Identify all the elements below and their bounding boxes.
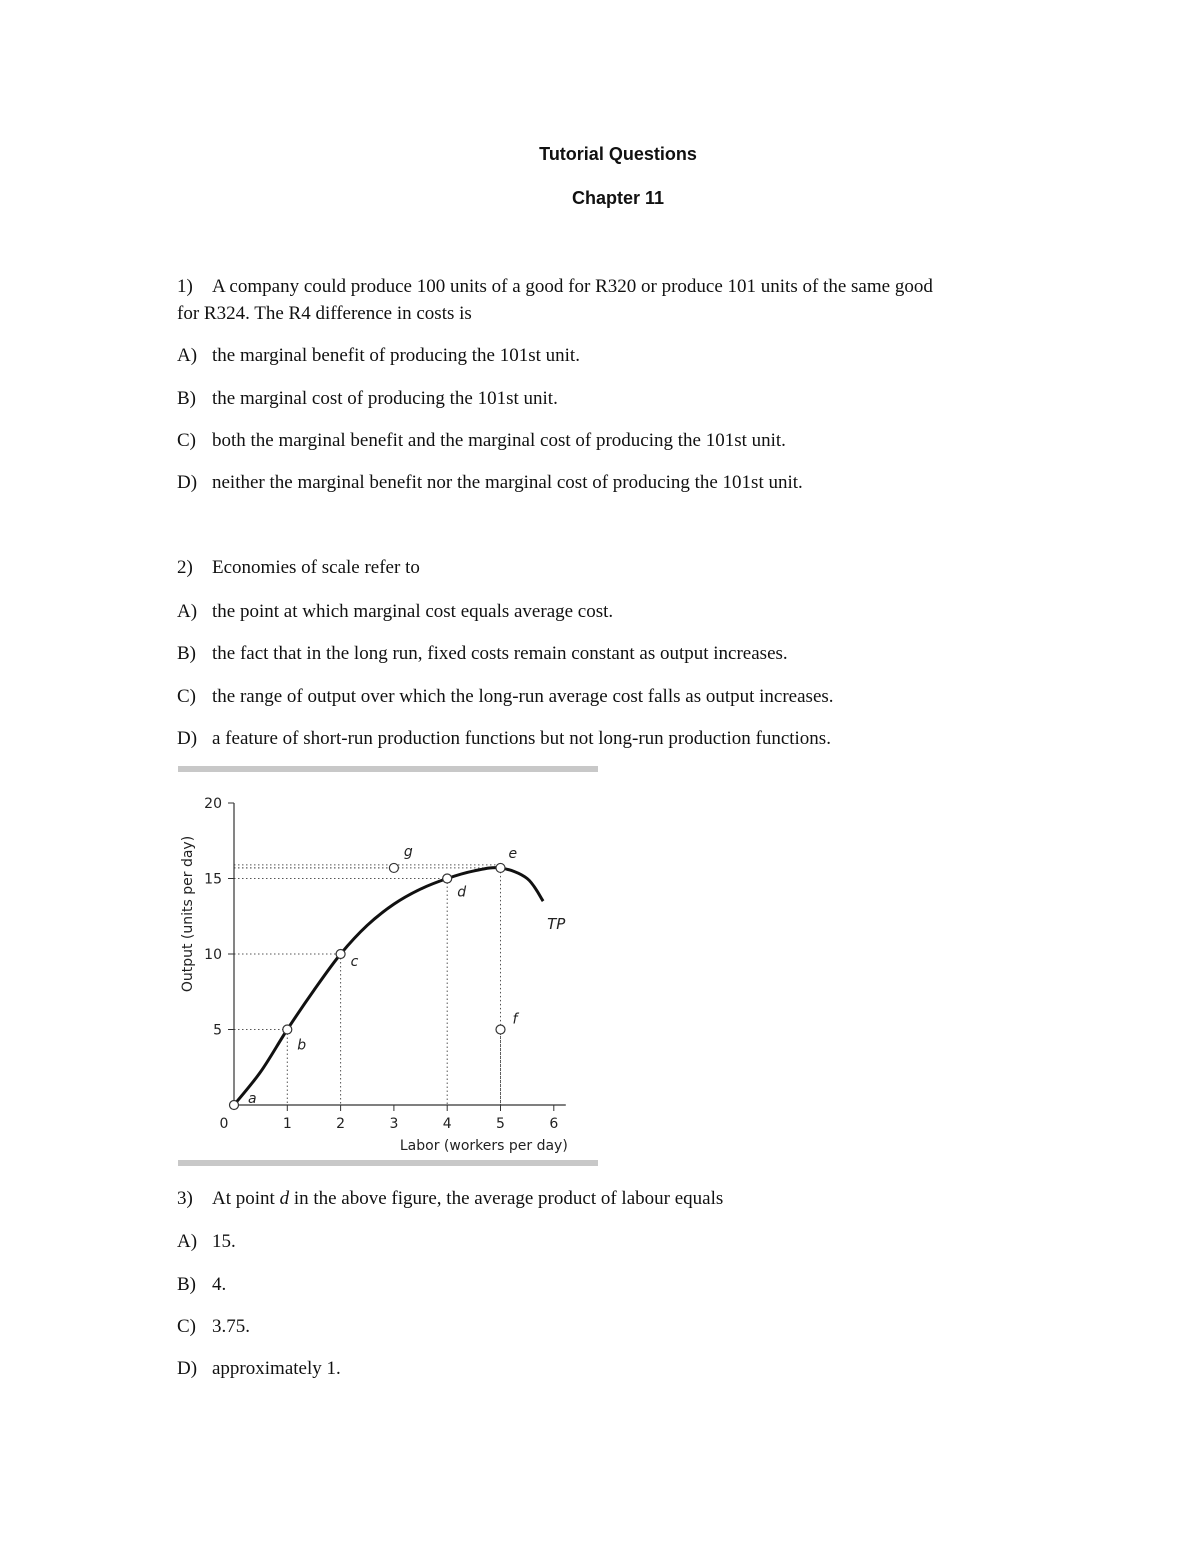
x-tick-label: 1 xyxy=(282,1116,292,1132)
option-a xyxy=(177,345,580,367)
option-label: B) xyxy=(177,643,196,664)
point-c xyxy=(336,950,345,959)
y-tick-label: 5 xyxy=(213,1022,222,1039)
option-label: C) xyxy=(177,1316,196,1337)
total-product-chart xyxy=(170,780,600,1165)
point-label-c: c xyxy=(350,954,359,970)
question-text-after: in the above figure, the average product of labour equals xyxy=(289,1188,724,1209)
x-tick-label: 3 xyxy=(389,1116,399,1132)
point-label-a: a xyxy=(248,1091,257,1107)
option-d xyxy=(177,1358,341,1380)
page-title: Tutorial Questions xyxy=(539,144,697,164)
option-text: the range of output over which the long-run average cost falls as output increases. xyxy=(212,686,834,707)
question-3 xyxy=(177,1188,723,1210)
option-label: A) xyxy=(177,601,198,622)
option-label: C) xyxy=(177,430,196,451)
x-tick-label: 5 xyxy=(496,1116,505,1132)
option-a xyxy=(177,601,613,623)
point-f xyxy=(496,1025,505,1034)
option-c xyxy=(177,686,834,708)
option-label: C) xyxy=(177,686,196,707)
point-label-b: b xyxy=(297,1037,307,1054)
option-text: 3.75. xyxy=(212,1316,250,1337)
question-1 xyxy=(177,276,933,298)
point-e xyxy=(496,863,505,872)
chapter-heading: Chapter 11 xyxy=(571,188,665,208)
tp-curve xyxy=(234,868,543,1105)
y-tick-label: 15 xyxy=(204,871,222,888)
option-c xyxy=(177,1316,250,1338)
series-label: TP xyxy=(547,915,566,934)
option-text: the marginal cost of producing the 101st unit. xyxy=(212,388,558,409)
option-label: D) xyxy=(177,472,198,493)
question-text-before: At point xyxy=(212,1188,280,1209)
point-reference: d xyxy=(279,1188,290,1209)
question-text: A company could produce 100 units of a good for R320 or produce 101 units of the same good xyxy=(212,276,933,297)
point-g xyxy=(389,863,398,872)
figure-bottom-rule xyxy=(178,1160,598,1166)
option-d xyxy=(177,472,803,494)
question-text: Economies of scale refer to xyxy=(212,557,420,578)
option-text: the point at which marginal cost equals average cost. xyxy=(212,601,614,622)
point-a xyxy=(230,1101,239,1110)
question-1-continued: for R324. The R4 difference in costs is xyxy=(177,303,472,324)
option-text: neither the marginal benefit nor the marginal cost of producing the 101st unit. xyxy=(212,472,803,493)
y-tick-label: 20 xyxy=(204,796,222,812)
point-label-d: d xyxy=(457,884,467,901)
option-a xyxy=(177,1231,236,1253)
option-d xyxy=(177,728,831,750)
option-text: a feature of short-run production functions but not long-run production functions. xyxy=(212,728,831,749)
question-number: 2) xyxy=(177,557,193,578)
option-text: 15. xyxy=(212,1231,236,1252)
point-label-g: g xyxy=(403,843,413,860)
option-text: both the marginal benefit and the marginal cost of producing the 101st unit. xyxy=(212,430,786,451)
point-d xyxy=(443,874,452,883)
question-2 xyxy=(177,557,420,579)
option-text: the fact that in the long run, fixed costs remain constant as output increases. xyxy=(212,643,788,664)
option-label: D) xyxy=(177,1358,198,1379)
y-axis-title: Output (units per day) xyxy=(180,835,196,993)
x-tick-label: 4 xyxy=(442,1116,452,1132)
option-b xyxy=(177,1274,226,1296)
x-tick-label: 2 xyxy=(336,1116,346,1132)
point-label-f: f xyxy=(512,1011,518,1028)
figure-top-rule xyxy=(178,766,598,772)
option-label: D) xyxy=(177,728,198,749)
point-label-e: e xyxy=(508,845,518,862)
question-number: 1) xyxy=(177,276,193,297)
question-number: 3) xyxy=(177,1188,193,1209)
guide-lines xyxy=(234,865,501,1105)
option-b xyxy=(177,388,558,410)
option-text: approximately 1. xyxy=(212,1358,341,1379)
point-b xyxy=(283,1025,292,1034)
x-tick-label: 6 xyxy=(549,1116,559,1132)
option-label: A) xyxy=(177,345,198,366)
option-text: the marginal benefit of producing the 101st unit. xyxy=(212,345,580,366)
x-axis-title: Labor (workers per day) xyxy=(399,1138,568,1154)
option-c xyxy=(177,430,786,452)
option-label: A) xyxy=(177,1231,198,1252)
tp-curve-line xyxy=(234,868,543,1105)
option-b xyxy=(177,643,788,665)
x-tick-label: 0 xyxy=(219,1116,229,1132)
option-label: B) xyxy=(177,388,196,409)
option-label: B) xyxy=(177,1274,196,1295)
option-text: 4. xyxy=(212,1274,227,1295)
y-tick-label: 10 xyxy=(204,947,222,963)
